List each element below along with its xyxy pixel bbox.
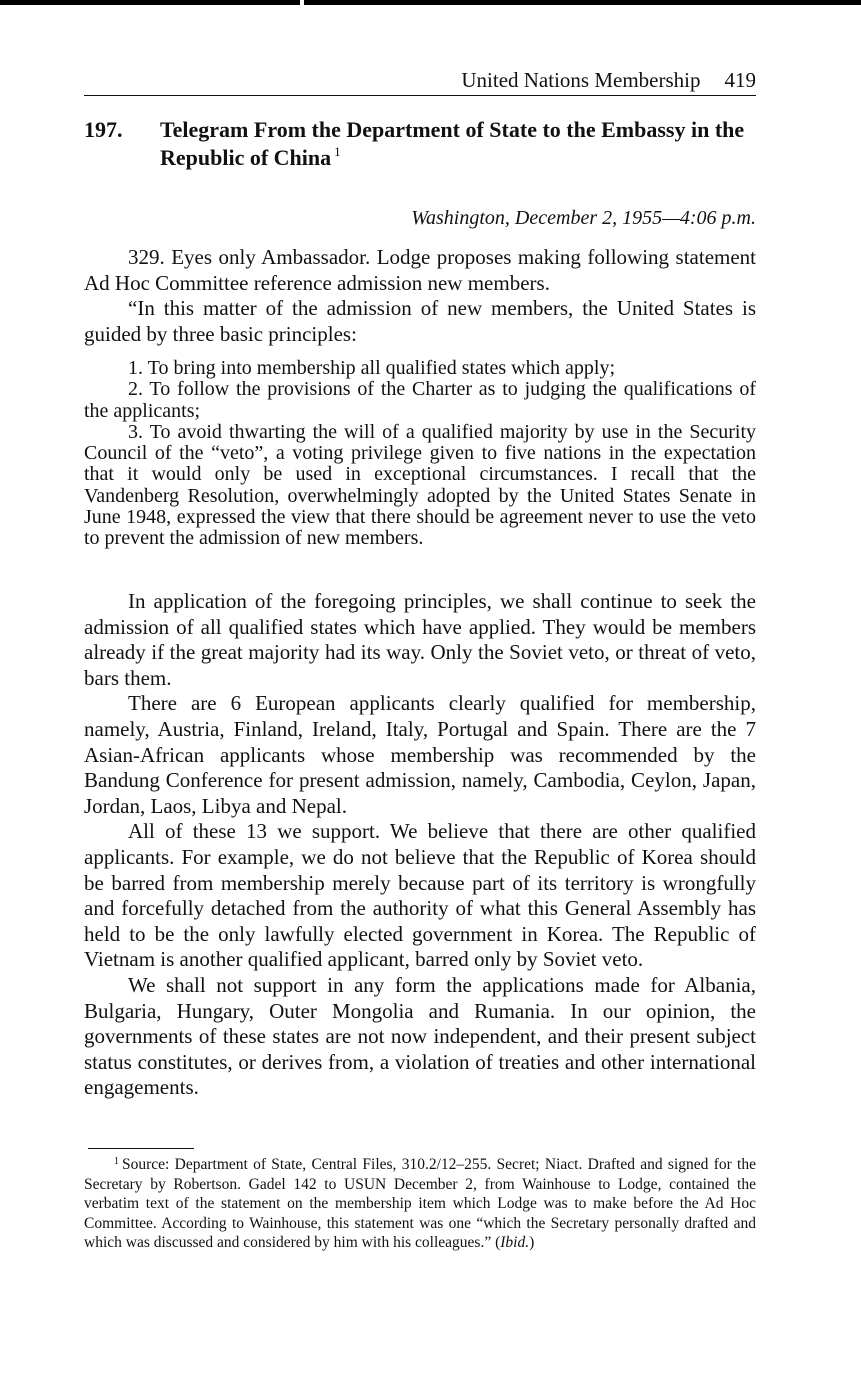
- header-rule: [84, 95, 756, 96]
- quote-opening-paragraph: “In this matter of the admission of new members, the United States is guided by three basic principles:: [84, 296, 756, 346]
- statement-body: [84, 589, 756, 1101]
- footnote-text: Source: Department of State, Central Files, 310.2/12–255. Secret; Niact. Drafted and signed for the Secretary by Robertson. Gadel 142 to USUN December 2, from Wainhouse to Lodge, contained the verbatim text of the statement on the membership item which Lodge was to make before the Ad Hoc Committee. According to Wainhouse, this statement was one “which the Secretary personally drafted and which was discussed and considered by him with his colleagues.” (: [84, 1156, 756, 1251]
- footnote-reference[interactable]: 1: [334, 144, 341, 159]
- footnote-marker: 1: [114, 1156, 119, 1167]
- principles-list: [84, 358, 756, 550]
- document-title: Telegram From the Department of State to the Embassy in the Republic of China: [160, 117, 745, 170]
- running-header: [84, 68, 756, 93]
- footnote-close: ): [529, 1234, 535, 1251]
- scan-edge-bar: [0, 0, 861, 5]
- principle-item: 3. To avoid thwarting the will of a qualified majority by use in the Security Council of the “veto”, a voting privilege given to five nations in the expectation that it would only be used in exceptional circumstances. I recall that the Vandenberg Resolution, overwhelmingly adopted by the United States Senate in June 1948, expressed the view that there should be agreement never to use the veto to prevent the admission of new members.: [84, 420, 756, 550]
- source-footnote: [84, 1155, 756, 1253]
- body-paragraph: In application of the foregoing principles, we shall continue to seek the admission of all qualified states which have applied. They would be members already if the great majority had its way. Only the Soviet veto, or threat of veto, bars them.: [84, 589, 756, 690]
- footnote-rule: [88, 1148, 194, 1149]
- body-paragraph: There are 6 European applicants clearly qualified for membership, namely, Austria, Finland, Ireland, Italy, Portugal and Spain. There are the 7 Asian-African applicants whose membership was recommended by the Bandung Conference for present admission, namely, Cambodia, Ceylon, Japan, Jordan, Laos, Libya and Nepal.: [84, 691, 756, 818]
- body-paragraph: All of these 13 we support. We believe that there are other qualified applicants. For example, we do not believe that the Republic of Korea should be barred from membership merely because part of its territory is wrongfully and forcefully detached from the authority of what this General Assembly has held to be the only lawfully elected government in Korea. The Republic of Vietnam is another qualified applicant, barred only by Soviet veto.: [84, 819, 756, 972]
- principle-item: 2. To follow the provisions of the Charter as to judging the qualifications of the applicants;: [84, 378, 756, 422]
- document-title-wrap: [160, 116, 756, 172]
- body-paragraph: We shall not support in any form the applications made for Albania, Bulgaria, Hungary, Outer Mongolia and Rumania. In our opinion, the governments of these states are not now independent, and their present subject status constitutes, or derives from, a violation of treaties and other international engagements.: [84, 972, 756, 1100]
- intro-paragraph: 329. Eyes only Ambassador. Lodge proposes making following statement Ad Hoc Committee reference admission new members.: [84, 245, 756, 295]
- principle-item: 1. To bring into membership all qualified states which apply;: [128, 357, 616, 379]
- dateline: Washington, December 2, 1955—4:06 p.m.: [411, 207, 756, 229]
- document-number: 197.: [84, 117, 123, 142]
- footnote-ibid: Ibid.: [500, 1234, 530, 1251]
- running-title: United Nations Membership: [461, 68, 701, 92]
- document-heading: [84, 116, 756, 172]
- page-number: 419: [724, 68, 756, 92]
- telegram-intro: [84, 245, 756, 347]
